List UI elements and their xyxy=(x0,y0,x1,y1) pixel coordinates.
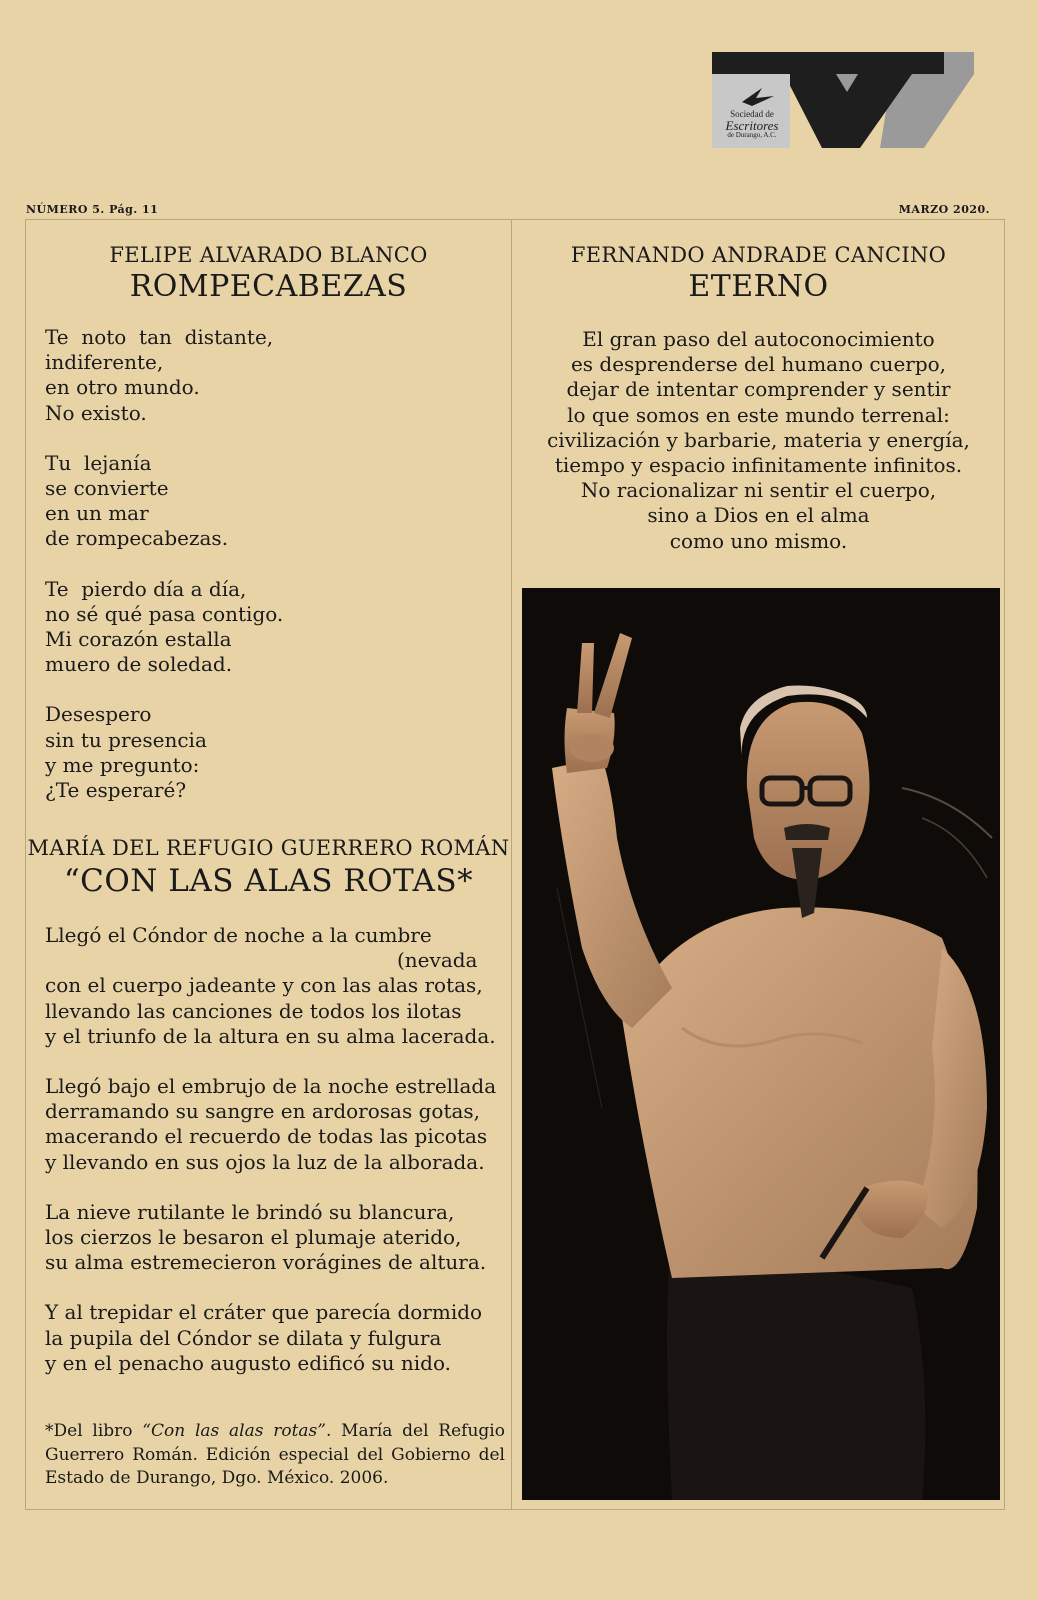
poem-line: civilización y barbarie, materia y energía, xyxy=(547,427,970,452)
poem-line: Llegó bajo el embrujo de la noche estrellada xyxy=(45,1074,497,1099)
poem-line: llevando las canciones de todos los ilotas xyxy=(45,998,462,1023)
poem-line: la pupila del Cóndor se dilata y fulgura xyxy=(45,1325,442,1350)
issue-date: MARZO 2020. xyxy=(898,203,990,216)
poem-line: No existo. xyxy=(45,400,147,425)
poem-line: Llegó el Cóndor de noche a la cumbre xyxy=(45,923,432,947)
poem1-stanza xyxy=(45,577,283,678)
poem-line: Y al trepidar el cráter que parecía dormido xyxy=(45,1300,483,1325)
poem-line: derramando su sangre en ardorosas gotas, xyxy=(45,1099,481,1124)
footnote xyxy=(45,1420,505,1491)
footnote-text: . María del Refugio Guerrero Román. Edición especial del Gobierno del Estado de Durango, Dgo. México. 2006. xyxy=(45,1421,505,1488)
issue-bar xyxy=(26,203,990,219)
poem-line-continuation: (nevada xyxy=(397,948,478,973)
photo-illustration xyxy=(522,588,1000,1500)
poem2-stanza xyxy=(45,923,496,1049)
logo-line-1: Sociedad de xyxy=(730,109,774,119)
logo-text xyxy=(716,110,788,139)
poem-line: No racionalizar ni sentir el cuerpo, xyxy=(580,478,937,503)
poem1-body xyxy=(45,325,283,828)
poem-line: se convierte xyxy=(45,476,169,501)
poem-line: en otro mundo. xyxy=(45,375,200,400)
poem2-stanza xyxy=(45,1200,496,1276)
poem-line: su alma estremecieron vorágines de altura. xyxy=(45,1250,487,1275)
poem-line: lo que somos en este mundo terrenal: xyxy=(567,402,950,427)
poem-line: macerando el recuerdo de todas las picotas xyxy=(45,1124,488,1149)
poem-line: indiferente, xyxy=(45,350,164,375)
poem-line: y el triunfo de la altura en su alma lacerada. xyxy=(45,1023,496,1048)
poem3-body xyxy=(512,327,1005,554)
society-logo xyxy=(712,52,974,152)
poem1-title: ROMPECABEZAS xyxy=(129,269,408,304)
poem-line: dejar de intentar comprender y sentir xyxy=(566,377,951,402)
poem-line: Te noto tan distante, xyxy=(45,325,274,349)
poem1-stanza xyxy=(45,451,283,552)
poem1-author: FELIPE ALVARADO BLANCO xyxy=(109,243,428,267)
poem-line: los cierzos le besaron el plumaje aterido, xyxy=(45,1225,462,1250)
logo-line-2: Escritores xyxy=(725,118,779,133)
poem2-title: “CON LAS ALAS ROTAS* xyxy=(63,863,474,899)
poem-line: y en el penacho augusto edificó su nido. xyxy=(45,1350,452,1375)
poem-line: sin tu presencia xyxy=(45,727,207,752)
poem-line: y llevando en sus ojos la luz de la alborada. xyxy=(45,1149,485,1174)
poem-line: La nieve rutilante le brindó su blancura, xyxy=(45,1199,455,1224)
poem-line: Te pierdo día a día, xyxy=(45,576,247,601)
poem-line: y me pregunto: xyxy=(45,752,200,777)
author-photo xyxy=(522,588,1000,1500)
poem-line: Desespero xyxy=(45,702,152,727)
poem-line: de rompecabezas. xyxy=(45,526,229,551)
logo-line-3: de Durango, A.C. xyxy=(727,131,777,139)
poem1-stanza xyxy=(45,702,283,803)
footnote-book-title: “Con las alas rotas” xyxy=(142,1421,326,1441)
poem1-stanza xyxy=(45,325,283,426)
poem-line: en un mar xyxy=(45,501,149,526)
poem-line: tiempo y espacio infinitamente infinitos. xyxy=(554,453,963,478)
poem-line: sino a Dios en el alma xyxy=(647,503,870,528)
issue-number: NÚMERO 5. Pág. 11 xyxy=(26,203,159,216)
poem-line: con el cuerpo jadeante y con las alas rotas, xyxy=(45,973,483,998)
poem2-author: MARÍA DEL REFUGIO GUERRERO ROMÁN xyxy=(27,836,510,860)
poem-line: Mi corazón estalla xyxy=(45,627,232,652)
poem-line: Tu lejanía xyxy=(45,450,152,475)
poem3-author: FERNANDO ANDRADE CANCINO xyxy=(570,243,947,267)
poem-line: como uno mismo. xyxy=(669,528,848,553)
footnote-prefix: *Del libro xyxy=(45,1421,143,1441)
poem-line: no sé qué pasa contigo. xyxy=(45,601,284,626)
poem2-stanza xyxy=(45,1300,496,1376)
poem-line: ¿Te esperaré? xyxy=(45,778,187,803)
poem-line: muero de soledad. xyxy=(45,652,233,677)
poem2-stanza xyxy=(45,1074,496,1175)
poem2-body xyxy=(45,923,496,1401)
poem-line: es desprenderse del humano cuerpo, xyxy=(570,352,947,377)
poem3-title: ETERNO xyxy=(688,269,829,304)
poem-line: El gran paso del autoconocimiento xyxy=(582,327,935,351)
